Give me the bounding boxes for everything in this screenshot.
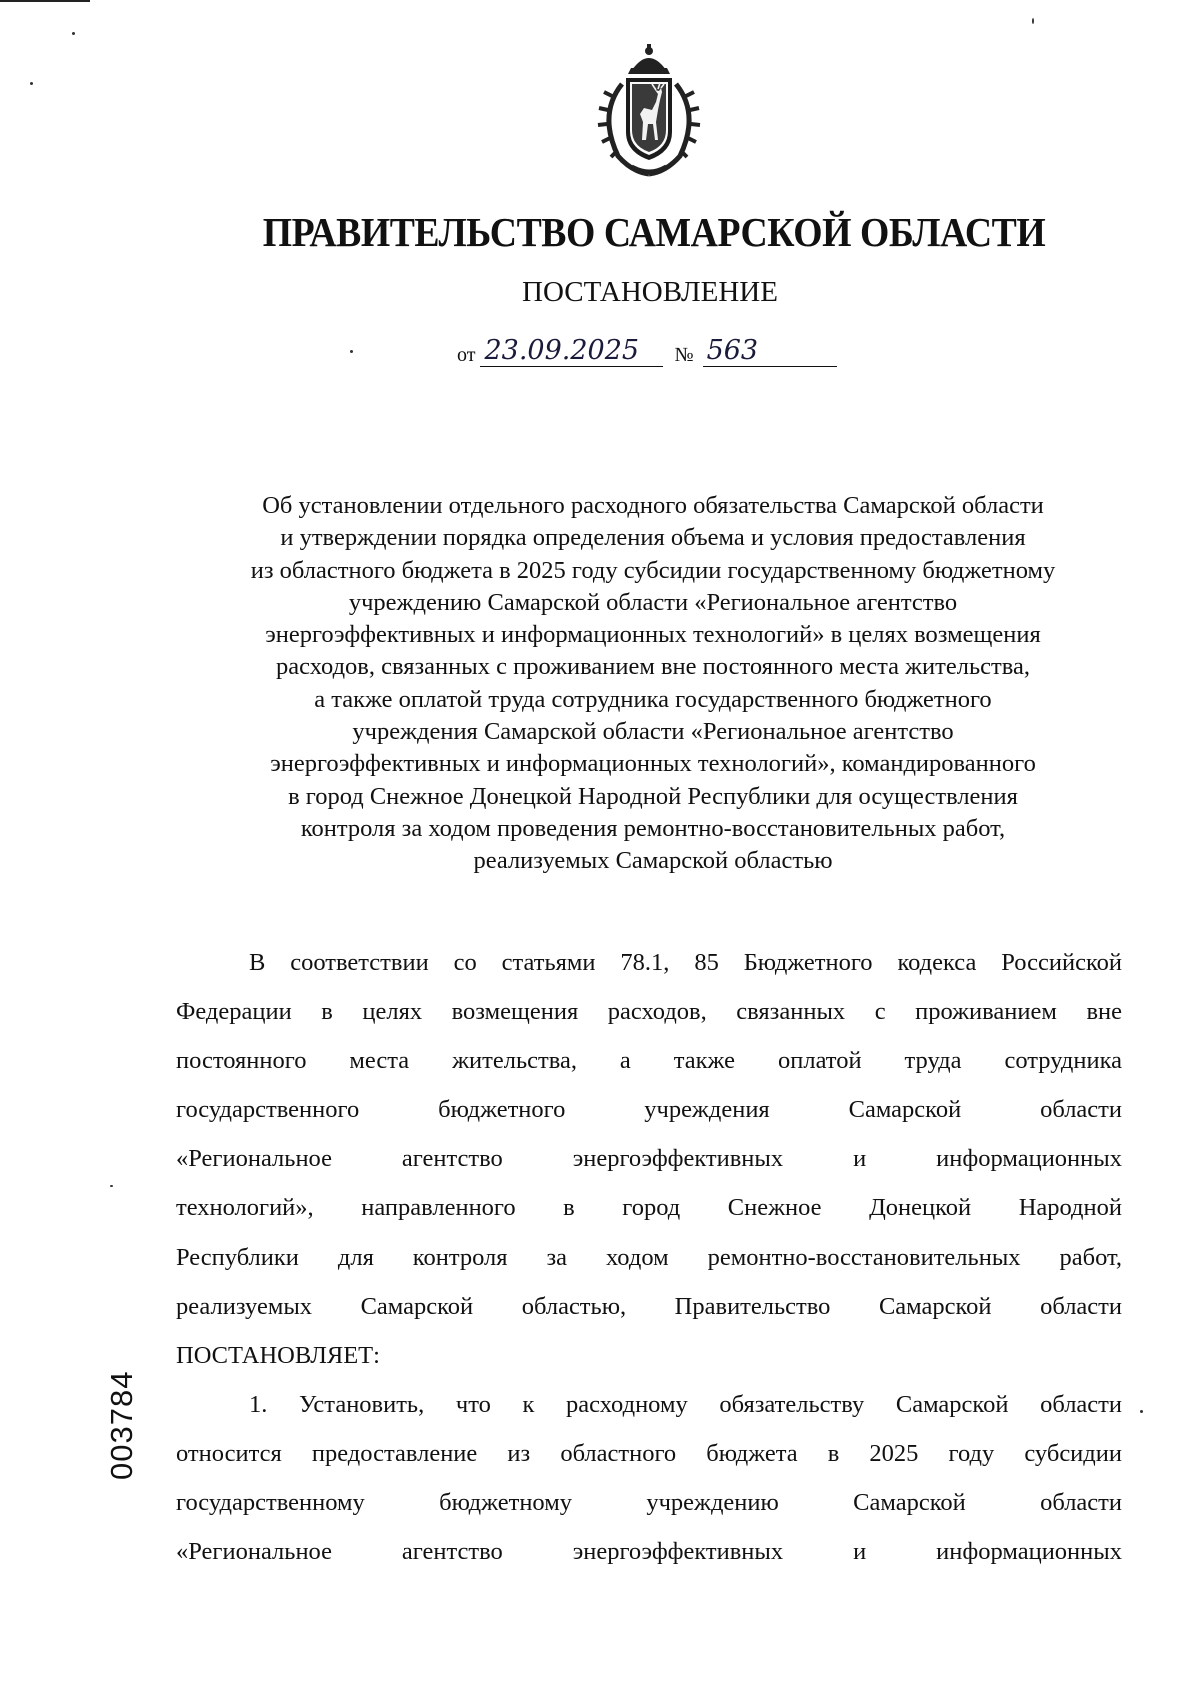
- date-value: 23.09.2025: [480, 336, 663, 367]
- preamble-paragraph: [176, 938, 1122, 1380]
- serial-number: 003784: [104, 1370, 139, 1480]
- body-line: реализуемых Самарской областью, Правительство Самарской области: [176, 1292, 1122, 1320]
- scan-speck: [110, 1185, 113, 1187]
- body-line: государственного бюджетного учреждения Самарской области: [176, 1096, 1122, 1124]
- scan-speck: [72, 32, 75, 35]
- subject-line: Об установлении отдельного расходного обязательства Самарской области: [262, 492, 1044, 519]
- date-label: от: [457, 344, 476, 366]
- subject-line: энергоэффективных и информационных технологий», командированного: [270, 750, 1036, 778]
- body-line: Республики для контроля за ходом ремонтно-восстановительных работ,: [176, 1243, 1122, 1271]
- body-line: постоянного места жительства, а также оплатой труда сотрудника: [176, 1047, 1122, 1075]
- subject-line: в город Снежное Донецкой Народной Республики для осуществления: [288, 782, 1018, 810]
- item-1-paragraph: [176, 1380, 1122, 1576]
- subject-line: учреждению Самарской области «Региональное агентство: [348, 588, 958, 616]
- body-line: «Региональное агентство энергоэффективных и информационных: [176, 1145, 1122, 1173]
- body-line: технологий», направленного в город Снежное Донецкой Народной: [176, 1194, 1122, 1222]
- samara-oblast-coat-of-arms-icon: [592, 44, 706, 178]
- subject-line: расходов, связанных с проживанием вне постоянного места жительства,: [276, 653, 1030, 681]
- scan-speck: [350, 350, 353, 353]
- decree-keyword: ПОСТАНОВЛЯЕТ:: [176, 1341, 380, 1369]
- subject-line: энергоэффективных и информационных технологий» в целях возмещения: [265, 621, 1041, 649]
- government-title: ПРАВИТЕЛЬСТВО САМАРСКОЙ ОБЛАСТИ: [262, 209, 1046, 255]
- subject-line: а также оплатой труда сотрудника государственного бюджетного: [314, 685, 992, 713]
- scan-edge-line: [0, 0, 90, 2]
- body-line: «Региональное агентство энергоэффективных и информационных: [176, 1538, 1122, 1566]
- number-label: №: [674, 344, 694, 366]
- scan-speck: [30, 82, 33, 85]
- date-number-line: [457, 336, 837, 367]
- number-value: 563: [703, 336, 837, 367]
- document-subject: [170, 490, 1136, 878]
- body-line: относится предоставление из областного бюджета в 2025 году субсидии: [176, 1440, 1122, 1468]
- subject-line: контроля за ходом проведения ремонтно-восстановительных работ,: [300, 814, 1006, 842]
- document-type: ПОСТАНОВЛЕНИЕ: [522, 276, 778, 308]
- body-line: 1. Установить, что к расходному обязательству Самарской области: [249, 1391, 1122, 1418]
- body-line: государственному бюджетному учреждению Самарской области: [176, 1489, 1122, 1517]
- scan-speck: [1032, 18, 1034, 24]
- subject-line: учреждения Самарской области «Региональное агентство: [352, 718, 954, 746]
- subject-line: реализуемых Самарской областью: [473, 847, 833, 875]
- subject-line: и утверждении порядка определения объема и условия предоставления: [280, 524, 1026, 552]
- subject-line: из областного бюджета в 2025 году субсидии государственному бюджетному: [250, 556, 1056, 584]
- body-line: Федерации в целях возмещения расходов, связанных с проживанием вне: [176, 998, 1122, 1026]
- scan-speck: [1140, 1410, 1143, 1413]
- body-line: В соответствии со статьями 78.1, 85 Бюджетного кодекса Российской: [249, 949, 1122, 976]
